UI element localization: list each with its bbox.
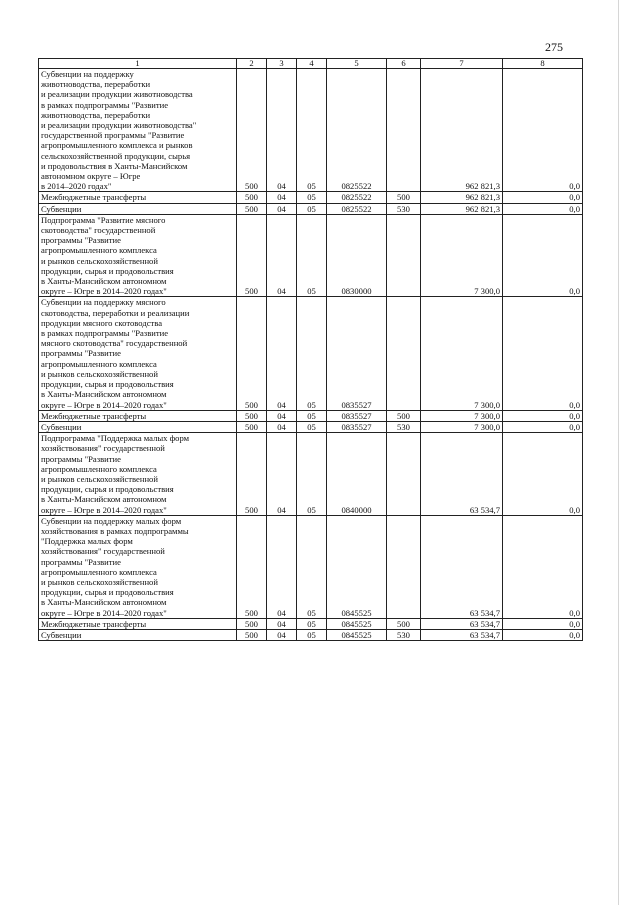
row-cell-c5: 0835527 [327, 410, 387, 421]
row-cell-c7: 7 300,0 [421, 410, 503, 421]
row-cell-c2: 500 [237, 515, 267, 618]
table-row [39, 203, 583, 214]
row-cell-c7: 63 534,7 [421, 515, 503, 618]
row-cell-c8: 0,0 [503, 433, 583, 516]
row-cell-c4: 05 [297, 618, 327, 629]
row-cell-c2: 500 [237, 297, 267, 410]
header-cell: 4 [297, 59, 327, 69]
row-cell-c7: 7 300,0 [421, 421, 503, 432]
row-cell-c2: 500 [237, 203, 267, 214]
row-cell-c6: 530 [387, 421, 421, 432]
row-cell-c5: 0830000 [327, 214, 387, 297]
row-description: Субвенции на поддержку животноводства, переработки и реализации продукции животноводства в рамках подпрограммы "Развитие животноводства, переработки и реализации продукции животноводства" государственной программы "Развитие агропромышленного комплекса и рынков сельскохозяйственной продукции, сырья и продовольствия в Ханты-Мансийском автономном округе – Югре в 2014–2020 годах" [39, 69, 237, 192]
row-cell-c4: 05 [297, 421, 327, 432]
row-description: Субвенции на поддержку мясного скотоводства, переработки и реализации продукции мясного скотоводства в рамках подпрограммы "Развитие мясного скотоводства" государственной программы "Развитие агропромышленного комплекса и рынков сельскохозяйственной продукции, сырья и продовольствия в Ханты-Мансийском автономном округе – Югре в 2014–2020 годах" [39, 297, 237, 410]
row-cell-c5: 0845525 [327, 629, 387, 640]
row-cell-c3: 04 [267, 629, 297, 640]
row-cell-c8: 0,0 [503, 515, 583, 618]
table-row [39, 421, 583, 432]
table-row [39, 433, 583, 516]
row-cell-c3: 04 [267, 618, 297, 629]
row-cell-c7: 962 821,3 [421, 69, 503, 192]
header-cell: 6 [387, 59, 421, 69]
row-cell-c4: 05 [297, 203, 327, 214]
table-row [39, 297, 583, 410]
row-description: Субвенции на поддержку малых форм хозяйствования в рамках подпрограммы "Поддержка малых форм хозяйствования" государственной программы "Развитие агропромышленного комплекса и рынков сельскохозяйственной продукции, сырья и продовольствия в Ханты-Мансийском автономном округе – Югре в 2014–2020 годах" [39, 515, 237, 618]
row-cell-c4: 05 [297, 297, 327, 410]
row-cell-c2: 500 [237, 410, 267, 421]
row-cell-c8: 0,0 [503, 618, 583, 629]
header-cell: 1 [39, 59, 237, 69]
row-cell-c3: 04 [267, 214, 297, 297]
row-cell-c5: 0840000 [327, 433, 387, 516]
row-cell-c3: 04 [267, 192, 297, 203]
row-cell-c3: 04 [267, 433, 297, 516]
row-cell-c4: 05 [297, 214, 327, 297]
row-cell-c6: 500 [387, 410, 421, 421]
row-cell-c7: 962 821,3 [421, 203, 503, 214]
row-cell-c4: 05 [297, 69, 327, 192]
row-description: Подпрограмма "Поддержка малых форм хозяйствования" государственной программы "Развитие агропромышленного комплекса и рынков сельскохозяйственной продукции, сырья и продовольствия в Ханты-Мансийском автономном округе – Югре в 2014–2020 годах" [39, 433, 237, 516]
row-cell-c7: 63 534,7 [421, 433, 503, 516]
table-row [39, 515, 583, 618]
row-cell-c6 [387, 433, 421, 516]
row-description: Субвенции [39, 203, 237, 214]
row-cell-c8: 0,0 [503, 297, 583, 410]
row-cell-c7: 63 534,7 [421, 629, 503, 640]
row-cell-c3: 04 [267, 69, 297, 192]
row-cell-c3: 04 [267, 421, 297, 432]
row-description: Межбюджетные трансферты [39, 618, 237, 629]
row-cell-c7: 962 821,3 [421, 192, 503, 203]
row-cell-c2: 500 [237, 618, 267, 629]
table-row [39, 618, 583, 629]
row-cell-c8: 0,0 [503, 214, 583, 297]
row-cell-c8: 0,0 [503, 203, 583, 214]
row-cell-c4: 05 [297, 515, 327, 618]
row-cell-c5: 0845525 [327, 515, 387, 618]
row-cell-c8: 0,0 [503, 69, 583, 192]
row-cell-c4: 05 [297, 192, 327, 203]
row-cell-c8: 0,0 [503, 629, 583, 640]
row-cell-c2: 500 [237, 433, 267, 516]
row-cell-c5: 0835527 [327, 421, 387, 432]
row-description: Подпрограмма "Развитие мясного скотоводства" государственной программы "Развитие агропромышленного комплекса и рынков сельскохозяйственной продукции, сырья и продовольствия в Ханты-Мансийском автономном округе – Югре в 2014–2020 годах" [39, 214, 237, 297]
table-row [39, 192, 583, 203]
row-description: Субвенции [39, 629, 237, 640]
row-cell-c6: 530 [387, 203, 421, 214]
row-cell-c5: 0825522 [327, 192, 387, 203]
row-cell-c8: 0,0 [503, 192, 583, 203]
row-cell-c3: 04 [267, 203, 297, 214]
table-row [39, 410, 583, 421]
row-cell-c5: 0835527 [327, 297, 387, 410]
row-description: Межбюджетные трансферты [39, 192, 237, 203]
row-cell-c7: 7 300,0 [421, 297, 503, 410]
table-row [39, 629, 583, 640]
row-cell-c2: 500 [237, 421, 267, 432]
row-description: Межбюджетные трансферты [39, 410, 237, 421]
row-cell-c2: 500 [237, 214, 267, 297]
row-cell-c6: 500 [387, 192, 421, 203]
row-cell-c3: 04 [267, 297, 297, 410]
row-cell-c6 [387, 214, 421, 297]
row-cell-c6 [387, 69, 421, 192]
row-cell-c6: 530 [387, 629, 421, 640]
row-cell-c5: 0825522 [327, 69, 387, 192]
page-number: 275 [545, 40, 563, 54]
scan-edge-line [618, 0, 619, 905]
row-cell-c3: 04 [267, 515, 297, 618]
row-cell-c8: 0,0 [503, 421, 583, 432]
row-description: Субвенции [39, 421, 237, 432]
row-cell-c6 [387, 297, 421, 410]
row-cell-c6: 500 [387, 618, 421, 629]
row-cell-c8: 0,0 [503, 410, 583, 421]
row-cell-c6 [387, 515, 421, 618]
row-cell-c4: 05 [297, 433, 327, 516]
table-row [39, 214, 583, 297]
table-row [39, 69, 583, 192]
row-cell-c5: 0845525 [327, 618, 387, 629]
header-cell: 7 [421, 59, 503, 69]
row-cell-c4: 05 [297, 629, 327, 640]
row-cell-c7: 7 300,0 [421, 214, 503, 297]
header-cell: 8 [503, 59, 583, 69]
row-cell-c2: 500 [237, 629, 267, 640]
table-body [39, 69, 583, 641]
row-cell-c7: 63 534,7 [421, 618, 503, 629]
header-cell: 2 [237, 59, 267, 69]
header-cell: 5 [327, 59, 387, 69]
row-cell-c2: 500 [237, 69, 267, 192]
header-cell: 3 [267, 59, 297, 69]
header-row [39, 59, 583, 69]
row-cell-c5: 0825522 [327, 203, 387, 214]
budget-table [38, 58, 583, 641]
row-cell-c2: 500 [237, 192, 267, 203]
row-cell-c4: 05 [297, 410, 327, 421]
row-cell-c3: 04 [267, 410, 297, 421]
